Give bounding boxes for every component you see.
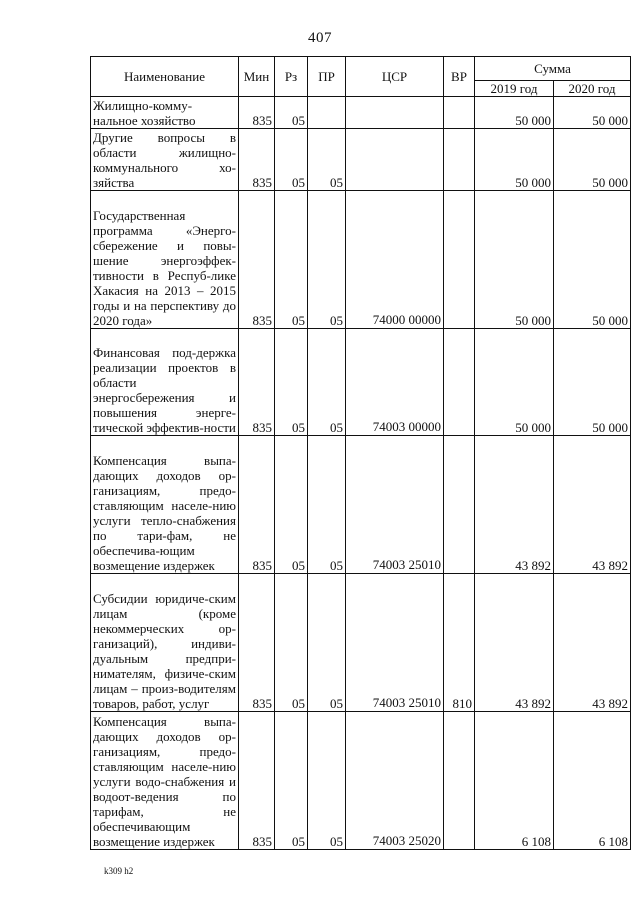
row-rz: 05 [275,129,308,191]
header-sum: Сумма [475,57,631,81]
header-vr: ВР [444,57,475,97]
row-pr: 05 [308,712,346,850]
row-csr: 74003 00000 [346,329,444,436]
header-year-2020: 2020 год [554,81,631,97]
row-sum-2020: 50 000 [554,329,631,436]
row-csr [346,97,444,129]
budget-table [90,56,631,850]
row-sum-2019: 43 892 [475,436,554,574]
row-csr: 74003 25020 [346,712,444,850]
row-pr: 05 [308,574,346,712]
header-rz: Рз [275,57,308,97]
row-pr [308,97,346,129]
row-pr: 05 [308,191,346,329]
row-min: 835 [239,436,275,574]
row-name: Компенсация выпа-дающих доходов ор-ганизациям, предо-ставляющим населе-нию услуги тепло-снабжения по тари-фам, не обеспечива-ющим возмещение издержек [91,436,239,574]
row-name: Компенсация выпа-дающих доходов ор-ганизациям, предо-ставляющим населе-нию услуги водо-снабжения и водоот-ведения по тарифам, не обеспечивающим возмещение издержек [91,712,239,850]
row-sum-2019: 43 892 [475,574,554,712]
table-row [91,574,631,712]
row-rz: 05 [275,712,308,850]
header-min: Мин [239,57,275,97]
row-pr: 05 [308,129,346,191]
header-year-2019: 2019 год [475,81,554,97]
row-min: 835 [239,97,275,129]
table-row [91,97,631,129]
row-vr [444,436,475,574]
row-sum-2020: 50 000 [554,97,631,129]
row-sum-2020: 50 000 [554,191,631,329]
row-csr: 74003 25010 [346,436,444,574]
row-name: Субсидии юридиче-ским лицам (кроме некоммерческих ор-ганизаций), индиви-дуальным предпри-нимателям, физиче-ским лицам – произ-водителям товаров, работ, услуг [91,574,239,712]
row-sum-2019: 6 108 [475,712,554,850]
row-pr: 05 [308,436,346,574]
row-vr [444,191,475,329]
footer-code: k309 h2 [104,866,134,876]
row-csr [346,129,444,191]
row-min: 835 [239,129,275,191]
row-sum-2019: 50 000 [475,97,554,129]
row-pr: 05 [308,329,346,436]
table-row [91,129,631,191]
header-name: Наименование [91,57,239,97]
table-row [91,329,631,436]
row-name: Другие вопросы в области жилищно-коммунального хо-зяйства [91,129,239,191]
row-rz: 05 [275,574,308,712]
row-sum-2019: 50 000 [475,329,554,436]
row-vr [444,329,475,436]
row-name: Жилищно-комму-нальное хозяйство [91,97,239,129]
table-row [91,712,631,850]
row-min: 835 [239,574,275,712]
page-number: 407 [308,30,332,46]
row-csr: 74000 00000 [346,191,444,329]
table-row [91,191,631,329]
row-vr: 810 [444,574,475,712]
row-name: Государственная программа «Энерго-сбережение и повы-шение энергоэффек-тивности в Респуб-лике Хакасия на 2013 – 2015 годы и на перспективу до 2020 года» [91,191,239,329]
row-sum-2020: 43 892 [554,574,631,712]
header-csr: ЦСР [346,57,444,97]
row-vr [444,97,475,129]
row-rz: 05 [275,191,308,329]
row-sum-2019: 50 000 [475,191,554,329]
row-rz: 05 [275,436,308,574]
row-sum-2020: 6 108 [554,712,631,850]
row-name: Финансовая под-держка реализации проектов в области энергосбережения и повышения энерге-тической эффектив-ности [91,329,239,436]
row-min: 835 [239,712,275,850]
header-pr: ПР [308,57,346,97]
row-csr: 74003 25010 [346,574,444,712]
row-vr [444,129,475,191]
row-vr [444,712,475,850]
row-rz: 05 [275,329,308,436]
row-sum-2020: 43 892 [554,436,631,574]
row-sum-2019: 50 000 [475,129,554,191]
table-row [91,436,631,574]
row-sum-2020: 50 000 [554,129,631,191]
row-rz: 05 [275,97,308,129]
row-min: 835 [239,329,275,436]
row-min: 835 [239,191,275,329]
